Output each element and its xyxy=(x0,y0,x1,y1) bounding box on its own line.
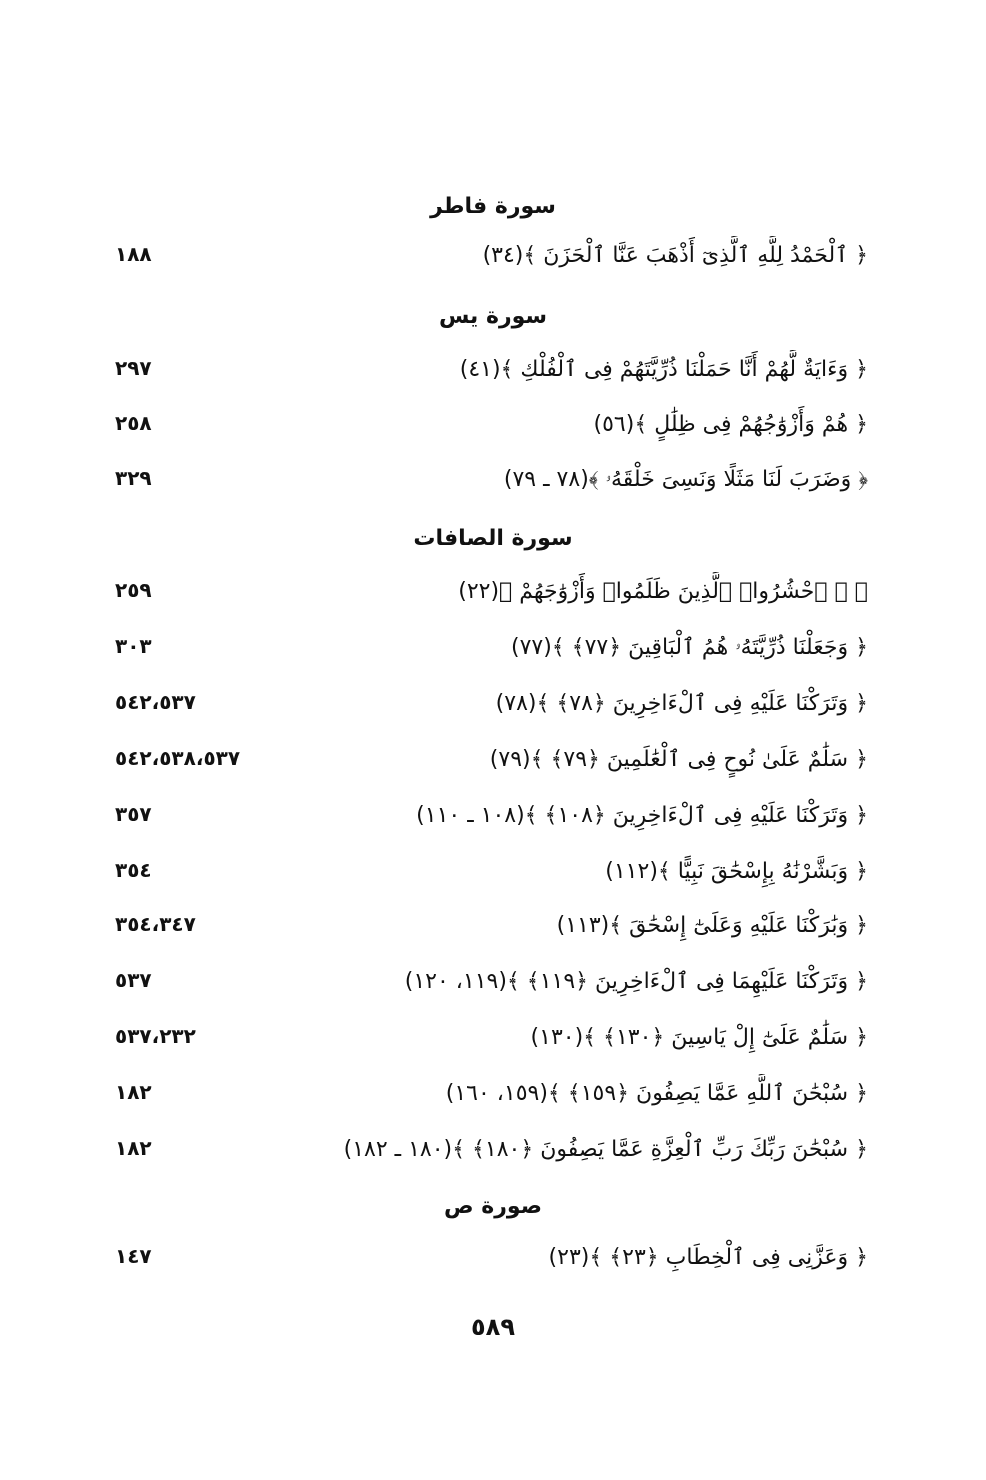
page-references: ٥٣٧ xyxy=(115,968,152,992)
index-entry xyxy=(0,906,986,946)
page-references: ٢٥٩ xyxy=(115,578,152,602)
verse-text: ﴿ ۞ ٱحْشُرُوا۟ ٱلَّذِينَ ظَلَمُوا۟ وَأَزْوَٰجَهُمْ ﴾(٢٢) xyxy=(458,579,868,604)
page-references: ١٨٢ xyxy=(115,1080,152,1104)
verse-text: ﴿ وَبَشَّرْنَٰهُ بِإِسْحَٰقَ نَبِيًّا ﴾(١١٢) xyxy=(605,859,868,884)
index-entry xyxy=(0,1238,986,1278)
page-references: ١٨٢ xyxy=(115,1136,152,1160)
surah-title-sad: صورة ص xyxy=(444,1194,542,1219)
verse-text: ﴿ وَتَرَكْنَا عَلَيْهِمَا فِى ٱلْءَاخِرِينَ ﴿١١٩﴾ ﴾(١١٩، ١٢٠) xyxy=(404,969,868,994)
verse-text: ﴿ وَتَرَكْنَا عَلَيْهِ فِى ٱلْءَاخِرِينَ ﴿١٠٨﴾ ﴾(١٠٨ ـ ١١٠) xyxy=(416,803,868,828)
surah-title-yasin: سورة يس xyxy=(438,304,548,329)
index-entry xyxy=(0,1018,986,1058)
verse-text: ﴿ وَعَزَّنِى فِى ٱلْخِطَابِ ﴿٢٣﴾ ﴾(٢٣) xyxy=(548,1245,868,1270)
verse-text: ﴿ سَلَٰمٌ عَلَىٰ نُوحٍ فِى ٱلْعَٰلَمِينَ ﴿٧٩﴾ ﴾(٧٩) xyxy=(489,747,868,772)
page-references: ٢٩٧ xyxy=(115,356,152,380)
verse-text: ﴿ هُمْ وَأَزْوَٰجُهُمْ فِى ظِلَٰلٍ ﴾(٥٦) xyxy=(593,412,868,437)
verse-text: ﴿ وَجَعَلْنَا ذُرِّيَّتَهُۥ هُمُ ٱلْبَاقِينَ ﴿٧٧﴾ ﴾(٧٧) xyxy=(510,635,868,660)
verse-text: ﴿ سُبْحَٰنَ رَبِّكَ رَبِّ ٱلْعِزَّةِ عَمَّا يَصِفُونَ ﴿١٨٠﴾ ﴾(١٨٠ ـ ١٨٢) xyxy=(343,1137,868,1162)
index-entry xyxy=(0,628,986,668)
page-references: ٥٣٧،٢٣٢ xyxy=(115,1024,196,1048)
index-entry xyxy=(0,350,986,390)
page-number: ٥٨٩ xyxy=(471,1313,515,1341)
page-references: ٣٢٩ xyxy=(115,466,152,490)
index-entry xyxy=(0,740,986,780)
page-references: ١٤٧ xyxy=(115,1244,152,1268)
index-entry xyxy=(0,1130,986,1170)
page-references: ٣٥٤،٣٤٧ xyxy=(115,912,196,936)
page-references: ٣٥٧ xyxy=(115,802,152,826)
verse-text: ﴿ وَبَٰرَكْنَا عَلَيْهِ وَعَلَىٰٓ إِسْحَٰقَ ﴾(١١٣) xyxy=(556,913,868,938)
surah-title-fatir: سورة فاطر xyxy=(430,194,556,219)
index-entry xyxy=(0,796,986,836)
index-entry xyxy=(0,572,986,612)
verse-text: ﴿ وَضَرَبَ لَنَا مَثَلًا وَنَسِىَ خَلْقَهُۥ ﴾(٧٨ ـ ٧٩) xyxy=(503,467,868,492)
index-entry xyxy=(0,460,986,500)
page-references: ٥٤٢،٥٣٧ xyxy=(115,690,196,714)
verse-text: ﴿ وَتَرَكْنَا عَلَيْهِ فِى ٱلْءَاخِرِينَ ﴿٧٨﴾ ﴾(٧٨) xyxy=(495,691,868,716)
surah-title-saffat: سورة الصافات xyxy=(413,526,573,551)
page-references: ٥٤٢،٥٣٨،٥٣٧ xyxy=(115,746,241,770)
index-entry xyxy=(0,684,986,724)
page-references: ٣٥٤ xyxy=(115,858,152,882)
verse-text: ﴿ سُبْحَٰنَ ٱللَّهِ عَمَّا يَصِفُونَ ﴿١٥٩﴾ ﴾(١٥٩، ١٦٠) xyxy=(445,1081,868,1106)
page-references: ٢٥٨ xyxy=(115,411,152,435)
index-entry xyxy=(0,236,986,276)
page-references: ١٨٨ xyxy=(115,242,152,266)
index-entry xyxy=(0,962,986,1002)
verse-text: ﴿ وَءَايَةٌ لَّهُمْ أَنَّا حَمَلْنَا ذُرِّيَّتَهُمْ فِى ٱلْفُلْكِ ﴾(٤١) xyxy=(459,357,868,382)
verse-text: ﴿ ٱلْحَمْدُ لِلَّهِ ٱلَّذِىٓ أَذْهَبَ عَنَّا ٱلْحَزَنَ ﴾(٣٤) xyxy=(482,243,868,268)
index-entry xyxy=(0,852,986,892)
page-references: ٣٠٣ xyxy=(115,634,152,658)
index-entry xyxy=(0,1074,986,1114)
index-entry xyxy=(0,405,986,445)
verse-text: ﴿ سَلَٰمٌ عَلَىٰٓ إِلْ يَاسِينَ ﴿١٣٠﴾ ﴾(١٣٠) xyxy=(530,1025,868,1050)
